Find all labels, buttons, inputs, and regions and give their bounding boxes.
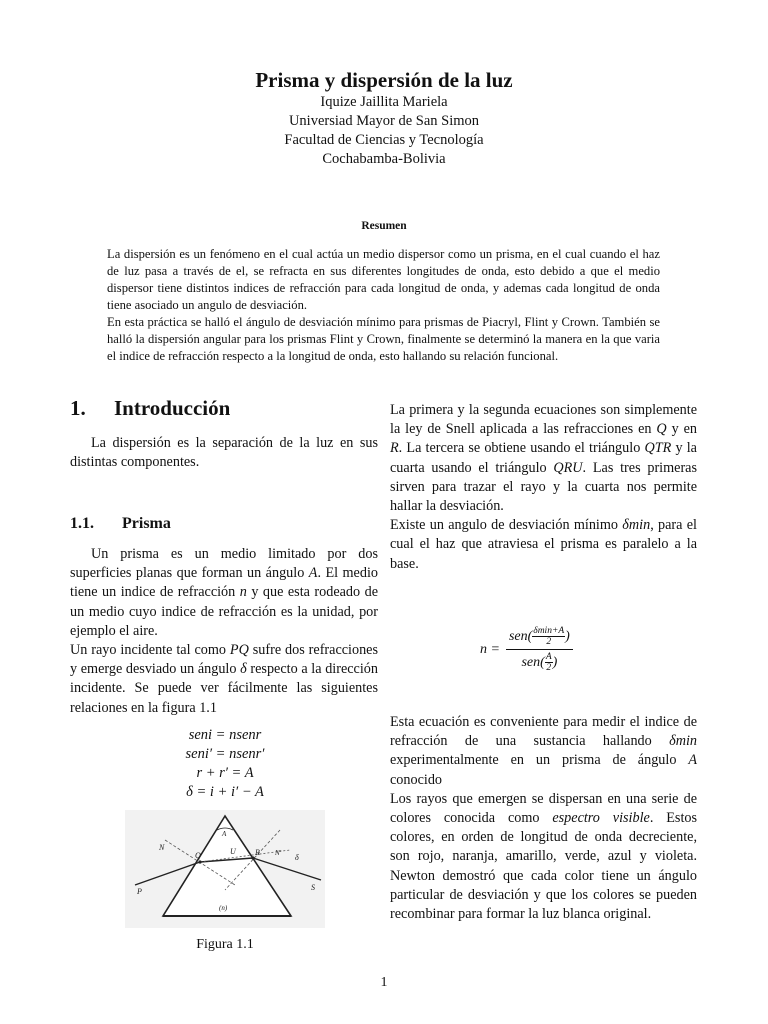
abstract-body — [107, 246, 660, 365]
text-run: y en — [666, 421, 697, 438]
label-R: R — [255, 848, 260, 857]
university-name: Universiad Mayor de San Simon — [288, 113, 480, 129]
math-delta-min: δmin — [622, 517, 651, 534]
math-Q: Q — [656, 421, 667, 438]
label-S: S — [311, 883, 315, 892]
text-run: . Las tres primeras sirven para trazar el rayo y la cuarta nos permite hallar la desviación. — [390, 459, 697, 515]
refraction-index-formula — [480, 626, 573, 673]
label-n: (n) — [219, 904, 228, 912]
text-run: sen( — [521, 654, 545, 670]
text-run: . El medio tiene un indice de refracción — [70, 565, 378, 601]
text-run: conocido — [390, 771, 443, 788]
text-run: , para el cual el haz que atraviesa el prisma es paralelo a la base. — [390, 517, 697, 572]
label-U: U — [230, 847, 236, 856]
text-run: Un rayo incidente tal como — [70, 642, 230, 659]
text-run: Los rayos que emergen se dispersan en una serie de colores conocida como — [390, 790, 697, 827]
figure-caption: Figura 1.1 — [196, 937, 254, 952]
text-run: δmin+A — [533, 626, 565, 636]
intro-paragraph — [70, 434, 378, 472]
text-run: respecto a la dirección incidente. Se puede ver fácilmente las siguientes relaciones en la figura 1.1 — [70, 661, 378, 716]
text-run: ) — [565, 628, 570, 644]
abstract-heading: Resumen — [361, 220, 407, 232]
abstract-paragraph-2: En esta práctica se halló el ángulo de desviación mínimo para prismas de Piacryl, Flint y Crown. También se halló la dispersión angular para los prismas Flint y Crown, finalmente se determinó la manera en la que varia el indice de refracción respecto a la longitud de onda, esto hallando su relación funcional. — [107, 315, 660, 363]
math-QRU: QRU — [553, 459, 583, 476]
text-run: y que esta rodeado de un medio cuyo indice de refracción es la unidad, por ejemplo el aire. — [70, 584, 378, 639]
prisma-paragraph-1 — [70, 545, 378, 641]
text-run: A — [545, 652, 552, 662]
prisma-paragraph-2 — [70, 641, 378, 718]
spectrum-paragraph — [390, 790, 697, 924]
point-Q — [198, 860, 201, 863]
label-N-prime: N′ — [275, 849, 282, 857]
text-run: Esta ecuación es conveniente para medir el indice de refracción de una sustancia hallando — [390, 714, 697, 750]
equation-1: seni = nsenr — [188, 727, 262, 743]
equation-2: seni′ = nsenr′ — [185, 746, 265, 762]
text-run: sen( — [508, 628, 533, 644]
prism-diagram — [125, 810, 325, 928]
faculty-name: Facultad de Ciencias y Tecnología — [284, 132, 484, 148]
section-title: Introducción — [114, 396, 231, 420]
label-delta: δ — [295, 853, 299, 862]
math-R: R — [390, 440, 399, 457]
label-N: N — [159, 843, 165, 852]
label-P: P — [137, 887, 142, 896]
paper-title: Prisma y dispersión de la luz — [255, 68, 513, 92]
measure-paragraph — [390, 713, 697, 790]
text-run: La primera y la segunda ecuaciones son simplemente la ley de Snell aplicada a las refracciones en — [390, 402, 697, 438]
label-Q: Q — [195, 851, 201, 860]
text-run: Existe un angulo de desviación mínimo — [390, 517, 623, 534]
text-run: 2 — [546, 663, 552, 673]
right-column-bottom — [390, 713, 697, 924]
equation-3: r + r′ = A — [196, 765, 254, 781]
prisma-paragraphs — [70, 545, 378, 718]
numerator-inner-fraction — [532, 626, 565, 647]
text-run: experimentalmente en un prisma de ángulo — [390, 752, 689, 769]
section-heading-introduccion — [70, 396, 230, 421]
emphasis-spectro-visible: espectro visible — [552, 810, 650, 827]
text-run: y la cuarta usando el triángulo — [390, 440, 697, 476]
snell-paragraph — [390, 401, 697, 516]
text-run: . Estos colores, en orden de longitud de onda decreciente, son rojo, naranja, amarillo, verde, azul y violeta. Newton demostró que cada color tiene un ángulo particular de desviación y que los colores se pueden recombinar para formar la luz blanca original. — [390, 810, 698, 923]
text-run: ) — [552, 654, 558, 670]
right-column-top — [390, 401, 697, 574]
math-A: A — [308, 565, 318, 582]
equation-4: δ = i + i′ − A — [186, 784, 264, 800]
label-A: A — [222, 830, 227, 838]
math-delta-min: δmin — [669, 733, 697, 750]
page-number: 1 — [380, 975, 388, 990]
intro-text: La dispersión es la separación de la luz en sus distintas componentes. — [70, 435, 378, 471]
math-n: n — [239, 584, 247, 601]
math-PQ: PQ — [229, 642, 249, 659]
subsection-number: 1.1. — [70, 515, 94, 532]
denominator-inner-fraction — [545, 652, 553, 673]
math-delta: δ — [240, 661, 247, 678]
formula-lhs: n = — [480, 641, 500, 657]
formula-fraction — [506, 626, 573, 673]
author-name: Iquize Jaillita Mariela — [320, 94, 448, 110]
subsection-title: Prisma — [122, 515, 171, 532]
math-A: A — [688, 752, 697, 769]
text-run: . La tercera se obtiene usando el triángulo — [398, 440, 645, 457]
formula-numerator — [506, 626, 573, 649]
text-run: Un prisma es un medio limitado por dos superficies planas que forman un ángulo — [70, 546, 378, 582]
section-number: 1. — [70, 396, 86, 420]
abstract-paragraph-1: La dispersión es un fenómeno en el cual actúa un medio dispersor como un prisma, en el cual cuando el haz de luz pasa a través de el, se refracta en sus diferentes longitudes de onda, esto debido a que el medio dispersor tiene distintos indices de refracción para cada longitud de onda, y ademas cada longitud de onda tiene asociado un angulo de desviación. — [107, 247, 660, 312]
text-run: sufre dos refracciones y emerge desviado un ángulo — [70, 642, 378, 678]
text-run: 2 — [546, 637, 552, 647]
math-QTR: QTR — [644, 440, 672, 457]
location: Cochabamba-Bolivia — [322, 151, 446, 167]
formula-denominator — [521, 650, 557, 673]
min-deviation-paragraph — [390, 516, 697, 574]
subsection-heading-prisma — [70, 515, 171, 533]
